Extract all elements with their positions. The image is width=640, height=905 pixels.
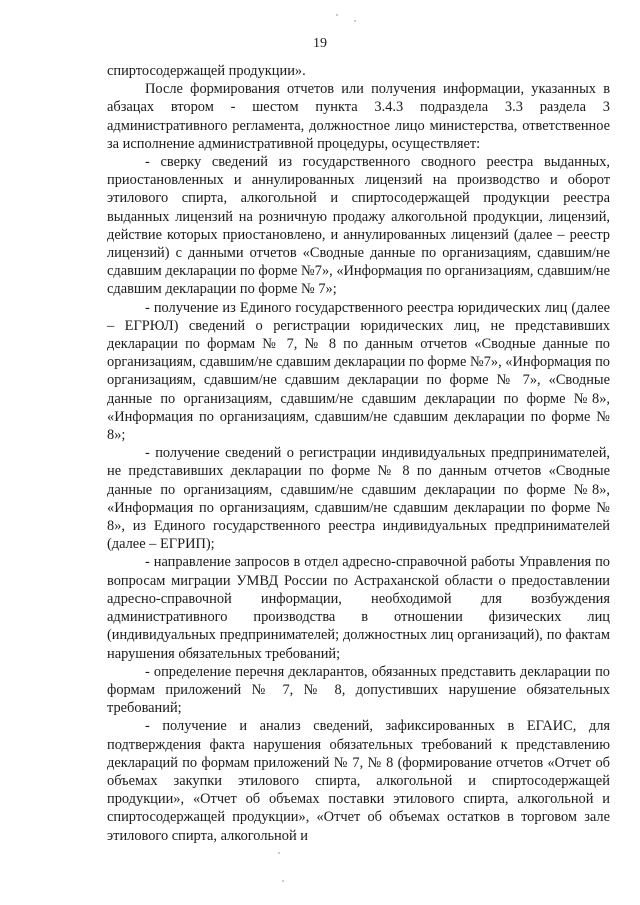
paragraph: - сверку сведений из государственного сводного реестра выданных, приостановленных и аннулированных лицензий на производство и оборот этилового спирта, алкогольной и спиртосодержащей продукции реестра выданных лицензий на розничную продажу алкогольной продукции, лицензий, действие которых приостановлено, и аннулированных лицензий (далее – реестр лицензий) с данными отчетов «Сводные данные по организациям, сдавшим/не сдавшим декларации по форме №7», «Информация по организациям, сдавшим/не сдавшим декларации по форме № 7»; — [107, 154, 610, 298]
scan-speck — [278, 852, 280, 854]
paragraph: - получение сведений о регистрации индивидуальных предпринимателей, не представивших декларации по форме № 8 по данным отчетов «Сводные данные по организациям, сдавшим/не сдавшим декларации по форме №8», «Информация по организациям, сдавшим/не сдавшим декларации по форме № 8», из Единого государственного реестра индивидуальных предпринимателей (далее – ЕГРИП); — [107, 445, 610, 553]
paragraph: - направление запросов в отдел адресно-справочной работы Управления по вопросам миграции УМВД России по Астраханской области о предоставлении адресно-справочной информации, необходимой для возбуждения административного производства в отношении физических лиц (индивидуальных предпринимателей; должностных лиц организаций), по фактам нарушения обязательных требований; — [107, 554, 610, 662]
scan-speck — [336, 14, 338, 16]
document-body — [107, 62, 610, 845]
paragraph: - получение и анализ сведений, зафиксированных в ЕГАИС, для подтверждения факта нарушения обязательных требований к представлению деклараций по формам приложений № 7, № 8 (формирование отчетов «Отчет об объемах закупки этилового спирта, алкогольной и спиртосодержащей продукции», «Отчет об объемах поставки этилового спирта, алкогольной и спиртосодержащей продукции», «Отчет об объемах остатков в торговом зале этилового спирта, алкогольной и — [107, 718, 610, 844]
paragraph: - определение перечня декларантов, обязанных представить декларации по формам приложений № 7, № 8, допустивших нарушение обязательных требований; — [107, 663, 610, 717]
paragraph: - получение из Единого государственного реестра юридических лиц (далее – ЕГРЮЛ) сведений о регистрации юридических лиц, не представивших декларации по формам № 7, № 8 по данным отчетов «Сводные данные по организациям, сдавшим/не сдавшим декларации по форме №7», «Информация по организациям, сдавшим/не сдавшим декларации по форме № 7», «Сводные данные по организациям, сдавшим/не сдавшим декларации по форме №8», «Информация по организациям, сдавшим/не сдавшим декларации по форме № 8»; — [107, 299, 610, 444]
scan-speck — [354, 20, 356, 22]
paragraph: спиртосодержащей продукции». — [107, 63, 306, 79]
page-number: 19 — [313, 36, 327, 51]
scan-speck — [282, 880, 284, 882]
paragraph: После формирования отчетов или получения информации, указанных в абзацах втором - шестом пункта 3.4.3 подраздела 3.3 раздела 3 административного регламента, должностное лицо министерства, ответственное за исполнение административной процедуры, осуществляет: — [107, 81, 610, 152]
